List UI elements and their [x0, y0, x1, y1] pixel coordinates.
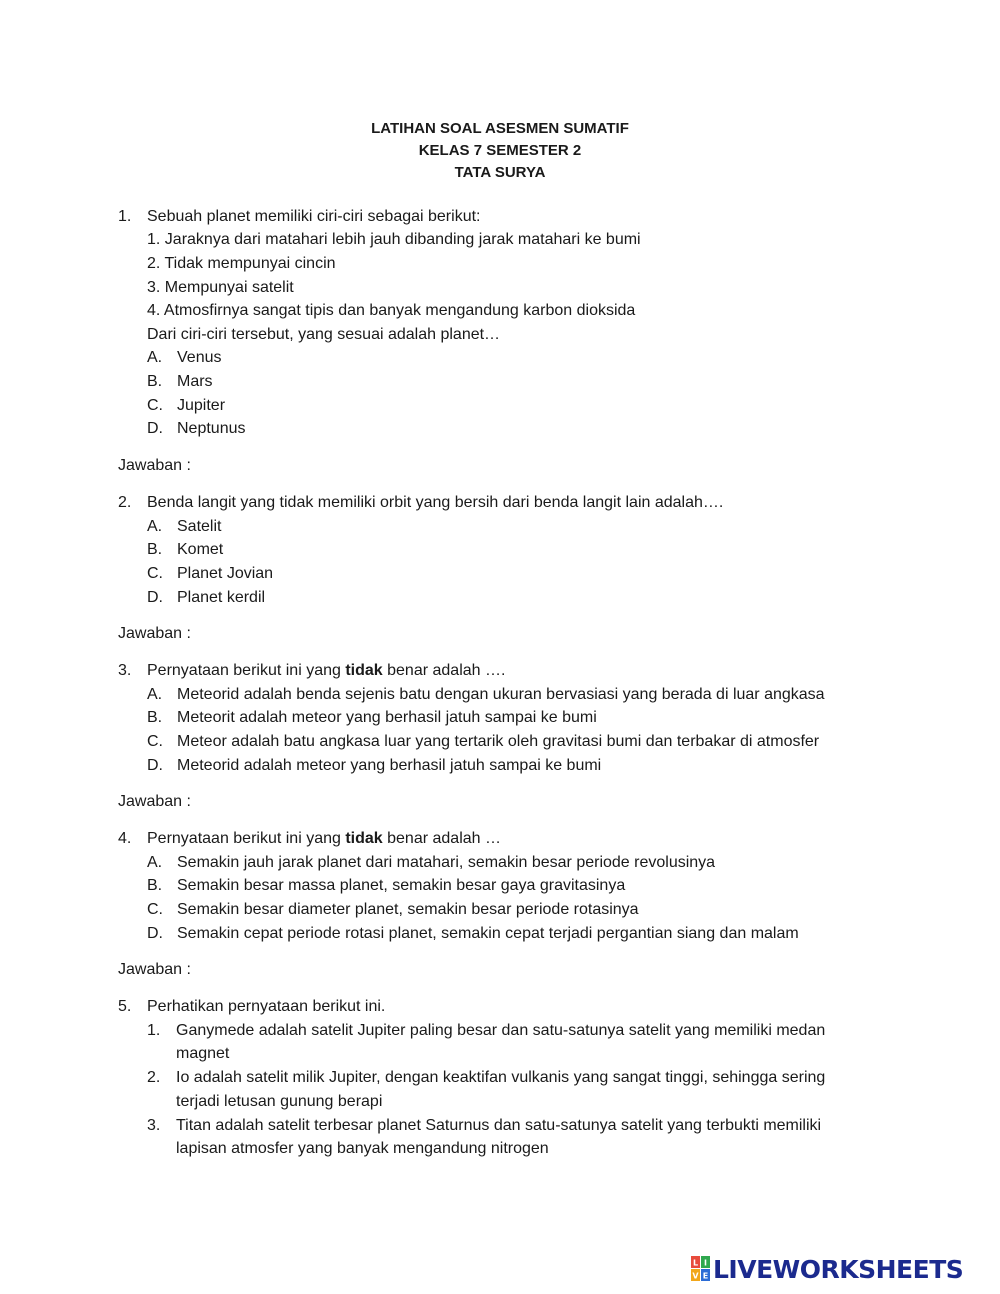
option-text: Mars	[177, 373, 213, 390]
statement-text: Ganymede adalah satelit Jupiter paling besar dan satu-satunya satelit yang memiliki medan	[176, 1022, 826, 1039]
option-text: Neptunus	[177, 420, 246, 437]
question-number: 4.	[118, 830, 132, 847]
option-letter: C.	[147, 901, 163, 918]
option-text: Meteorid adalah meteor yang berhasil jatuh sampai ke bumi	[177, 757, 602, 774]
emphasis-word: tidak	[345, 662, 383, 679]
question-number: 5.	[118, 998, 132, 1015]
answer-label: Jawaban :	[118, 961, 191, 978]
title-line-2: KELAS 7 SEMESTER 2	[418, 142, 582, 159]
criteria-item: 3. Mempunyai satelit	[147, 279, 294, 296]
statement-number: 1.	[147, 1022, 161, 1039]
live-logo-icon	[691, 1256, 711, 1282]
option-letter: A.	[147, 854, 163, 871]
statement-text: Io adalah satelit milik Jupiter, dengan keaktifan vulkanis yang sangat tinggi, sehingga sering	[176, 1069, 826, 1086]
option-letter: B.	[147, 877, 163, 894]
criteria-item: 4. Atmosfirnya sangat tipis dan banyak mengandung karbon dioksida	[147, 302, 636, 319]
option-text: Meteor adalah batu angkasa luar yang tertarik oleh gravitasi bumi dan terbakar di atmosfer	[177, 733, 820, 750]
option-text: Semakin besar massa planet, semakin besar gaya gravitasinya	[177, 877, 626, 894]
svg-text:V: V	[692, 1271, 699, 1281]
answer-label: Jawaban :	[118, 457, 191, 474]
option-text: Venus	[177, 349, 222, 366]
statement-text: lapisan atmosfer yang banyak mengandung nitrogen	[176, 1140, 549, 1157]
option-letter: C.	[147, 733, 163, 750]
question-number: 1.	[118, 208, 132, 225]
title-line-3: TATA SURYA	[454, 164, 546, 181]
answer-label: Jawaban :	[118, 793, 191, 810]
statement-text: magnet	[176, 1045, 230, 1062]
question-number: 2.	[118, 494, 132, 511]
question-number: 3.	[118, 662, 132, 679]
answer-label: Jawaban :	[118, 625, 191, 642]
question-text: Benda langit yang tidak memiliki orbit yang bersih dari benda langit lain adalah….	[147, 494, 724, 511]
option-text: Semakin cepat periode rotasi planet, semakin cepat terjadi pergantian siang dan malam	[177, 925, 799, 942]
option-letter: A.	[147, 686, 163, 703]
criteria-item: 2. Tidak mempunyai cincin	[147, 255, 336, 272]
option-text: Jupiter	[177, 397, 226, 414]
statement-number: 2.	[147, 1069, 161, 1086]
option-letter: C.	[147, 565, 163, 582]
question-text: Pernyataan berikut ini yang tidak benar adalah …	[147, 830, 501, 847]
svg-text:L: L	[692, 1258, 699, 1268]
option-text: Planet kerdil	[177, 589, 266, 606]
option-letter: D.	[147, 925, 163, 942]
option-text: Satelit	[177, 518, 222, 535]
question-prompt: Dari ciri-ciri tersebut, yang sesuai adalah planet…	[147, 326, 501, 343]
option-letter: A.	[147, 518, 163, 535]
option-letter: B.	[147, 373, 163, 390]
svg-text:I: I	[704, 1258, 707, 1268]
option-text: Komet	[177, 541, 224, 558]
option-letter: D.	[147, 757, 163, 774]
option-letter: B.	[147, 709, 163, 726]
brand-name: LIVEWORKSHEETS	[713, 1254, 964, 1284]
option-letter: A.	[147, 349, 163, 366]
option-letter: B.	[147, 541, 163, 558]
option-text: Meteorid adalah benda sejenis batu dengan ukuran bervasiasi yang berada di luar angkasa	[177, 686, 825, 703]
title-line-1: LATIHAN SOAL ASESMEN SUMATIF	[371, 120, 629, 137]
question-text: Sebuah planet memiliki ciri-ciri sebagai berikut:	[147, 208, 481, 225]
option-text: Semakin besar diameter planet, semakin besar periode rotasinya	[177, 901, 639, 918]
statement-text: terjadi letusan gunung berapi	[176, 1093, 383, 1110]
option-text: Meteorit adalah meteor yang berhasil jatuh sampai ke bumi	[177, 709, 597, 726]
statement-number: 3.	[147, 1117, 161, 1134]
question-text: Pernyataan berikut ini yang tidak benar adalah ….	[147, 662, 506, 679]
emphasis-word: tidak	[345, 830, 383, 847]
question-text: Perhatikan pernyataan berikut ini.	[147, 998, 386, 1015]
option-letter: C.	[147, 397, 163, 414]
liveworksheets-logo[interactable]	[691, 1254, 963, 1284]
option-letter: D.	[147, 420, 163, 437]
criteria-item: 1. Jaraknya dari matahari lebih jauh dibanding jarak matahari ke bumi	[147, 231, 641, 248]
option-text: Planet Jovian	[177, 565, 274, 582]
option-letter: D.	[147, 589, 163, 606]
statement-text: Titan adalah satelit terbesar planet Saturnus dan satu-satunya satelit yang terbukti memiliki	[176, 1117, 822, 1134]
option-text: Semakin jauh jarak planet dari matahari, semakin besar periode revolusinya	[177, 854, 716, 871]
svg-text:E: E	[702, 1271, 709, 1281]
